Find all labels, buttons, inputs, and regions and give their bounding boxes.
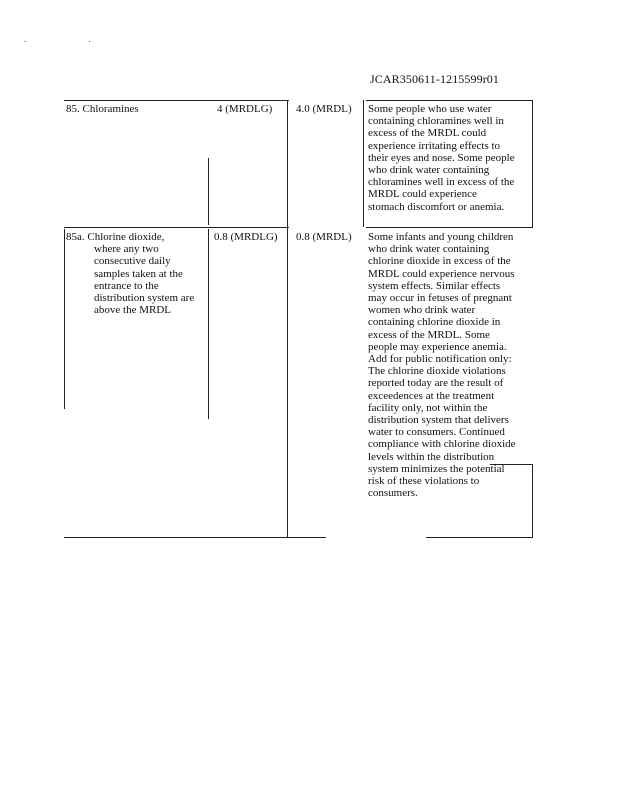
row2-health-line: compliance with chlorine dioxide (368, 438, 516, 451)
row2-contaminant (66, 231, 194, 316)
row2-health-line: Some infants and young children (368, 231, 514, 243)
row1-health-line: stomach discomfort or anemia. (368, 200, 505, 213)
row2-health-line: risk of these violations to (368, 475, 480, 488)
row2-contaminant-line: distribution system are (94, 292, 195, 305)
row2-health-line: system minimizes the potential (368, 462, 505, 475)
right-border-row1 (532, 100, 533, 227)
row2-health-effects (368, 231, 516, 499)
row2-health-line: may occur in fetuses of pregnant (368, 292, 512, 305)
col-divider-2 (287, 100, 288, 537)
left-border-row2 (64, 229, 65, 409)
table-top-rule-left (64, 100, 289, 101)
row2-health-line: MRDL could experience nervous (368, 267, 515, 280)
row2-health-line: reported today are the result of (368, 377, 504, 390)
row2-mcl: 0.8 (MRDL) (296, 231, 352, 243)
col-divider-1b (208, 229, 209, 419)
row2-health-line: exceedences at the treatment (368, 389, 495, 402)
row2-health-line: women who drink water (368, 304, 476, 317)
row2-health-line: who drink water containing (368, 243, 490, 256)
row2-contaminant-line: 85a. Chlorine dioxide, (66, 231, 165, 243)
row2-contaminant-line: samples taken at the (94, 267, 183, 280)
table-bottom-rule-right (426, 537, 533, 538)
row1-health-effects (368, 103, 515, 213)
row1-contaminant (66, 103, 139, 115)
row1-health-line: Some people who use water (368, 103, 492, 115)
row2-health-line: consumers. (368, 487, 418, 500)
row1-health-line: their eyes and nose. Some people (368, 151, 515, 164)
document-id: JCAR350611-1215599r01 (370, 72, 499, 86)
row2-health-line: distribution system that delivers (368, 414, 509, 427)
table-bottom-rule-left (64, 537, 326, 538)
row2-health-line: containing chlorine dioxide in (368, 316, 501, 329)
row2-contaminant-line: entrance to the (94, 279, 159, 292)
row2-health-line: The chlorine dioxide violations (368, 365, 506, 378)
row1-health-line: MRDL could experience (368, 188, 477, 201)
row1-contaminant-line: 85. Chloramines (66, 103, 139, 115)
row2-health-line: water to consumers. Continued (368, 426, 505, 439)
row1-health-line: chloramines well in excess of the (368, 176, 515, 189)
row-divider-right (366, 227, 533, 228)
row2-contaminant-line: above the MRDL (94, 304, 171, 317)
row1-mcl: 4.0 (MRDL) (296, 103, 352, 115)
row-divider-left (64, 227, 289, 228)
row1-mclg: 4 (MRDLG) (217, 103, 273, 115)
stray-marks: . . (24, 34, 121, 44)
row1-health-line: who drink water containing (368, 164, 490, 177)
col-divider-3 (363, 100, 364, 227)
right-border-row2 (532, 464, 533, 537)
row2-health-line: excess of the MRDL. Some (368, 328, 490, 341)
row2-health-line: system effects. Similar effects (368, 279, 501, 292)
row2-health-line: Add for public notification only: (368, 353, 512, 366)
row1-health-line: experience irritating effects to (368, 139, 501, 152)
row2-health-line: chlorine dioxide in excess of the (368, 255, 511, 268)
row2-contaminant-line: where any two (94, 243, 159, 256)
row2-health-line: levels within the distribution (368, 450, 495, 463)
row2-health-line: facility only, not within the (368, 401, 488, 414)
row2-contaminant-line: consecutive daily (94, 255, 171, 268)
row2-health-line: people may experience anemia. (368, 340, 507, 353)
row1-health-line: containing chloramines well in (368, 115, 504, 128)
col-divider-1a (208, 158, 209, 225)
row2-mclg: 0.8 (MRDLG) (214, 231, 278, 243)
table-top-rule-right (366, 100, 533, 101)
row1-health-line: excess of the MRDL could (368, 127, 487, 140)
